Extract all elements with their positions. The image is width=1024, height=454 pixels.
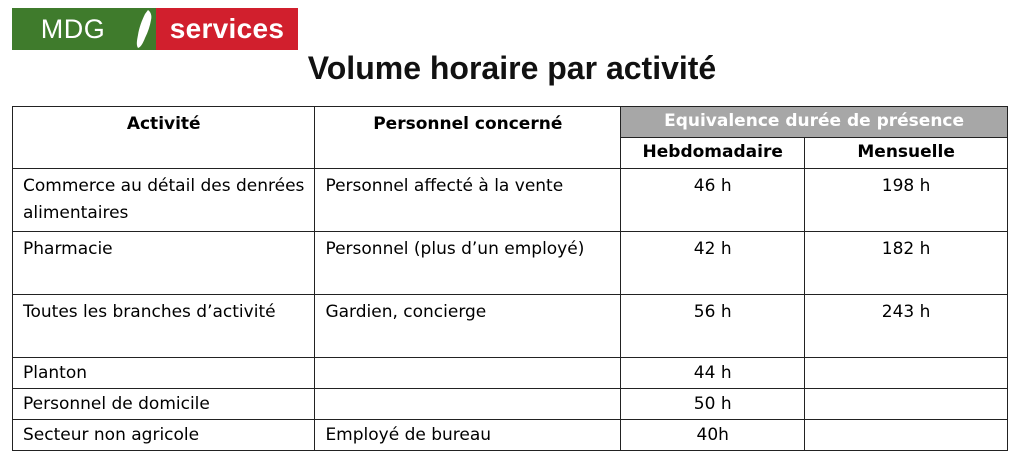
header-mensuelle: Mensuelle xyxy=(805,138,1008,169)
cell-personnel: Personnel (plus d’un employé) xyxy=(315,232,621,295)
cell-mensuel xyxy=(805,389,1008,420)
cell-activite: Personnel de domicile xyxy=(13,389,315,420)
cell-mensuel: 243 h xyxy=(805,295,1008,358)
logo-services-text: services xyxy=(156,8,298,50)
cell-mensuel xyxy=(805,420,1008,451)
hours-table xyxy=(12,106,1008,451)
logo-mdg-text: MDG xyxy=(12,8,134,50)
cell-activite: Commerce au détail des denrées alimentaires xyxy=(13,169,315,232)
cell-mensuel: 182 h xyxy=(805,232,1008,295)
table-row xyxy=(13,169,1008,232)
table-row xyxy=(13,232,1008,295)
logo xyxy=(12,8,298,50)
cell-activite: Secteur non agricole xyxy=(13,420,315,451)
cell-hebdo: 44 h xyxy=(621,358,805,389)
cell-hebdo: 56 h xyxy=(621,295,805,358)
cell-activite: Toutes les branches d’activité xyxy=(13,295,315,358)
cell-mensuel: 198 h xyxy=(805,169,1008,232)
table-row xyxy=(13,295,1008,358)
cell-hebdo: 50 h xyxy=(621,389,805,420)
header-activite: Activité xyxy=(13,107,315,169)
table-row xyxy=(13,358,1008,389)
cell-hebdo: 46 h xyxy=(621,169,805,232)
cell-hebdo: 42 h xyxy=(621,232,805,295)
cell-personnel: Personnel affecté à la vente xyxy=(315,169,621,232)
header-hebdomadaire: Hebdomadaire xyxy=(621,138,805,169)
cell-personnel: Employé de bureau xyxy=(315,420,621,451)
header-equivalence: Equivalence durée de présence xyxy=(621,107,1008,138)
cell-activite: Planton xyxy=(13,358,315,389)
cell-personnel: Gardien, concierge xyxy=(315,295,621,358)
table-row xyxy=(13,420,1008,451)
cell-activite: Pharmacie xyxy=(13,232,315,295)
cell-personnel xyxy=(315,358,621,389)
cell-mensuel xyxy=(805,358,1008,389)
page-title: Volume horaire par activité xyxy=(307,50,717,86)
madagascar-map-icon xyxy=(134,8,156,50)
cell-personnel xyxy=(315,389,621,420)
header-personnel: Personnel concerné xyxy=(315,107,621,169)
table-row xyxy=(13,389,1008,420)
cell-hebdo: 40h xyxy=(621,420,805,451)
